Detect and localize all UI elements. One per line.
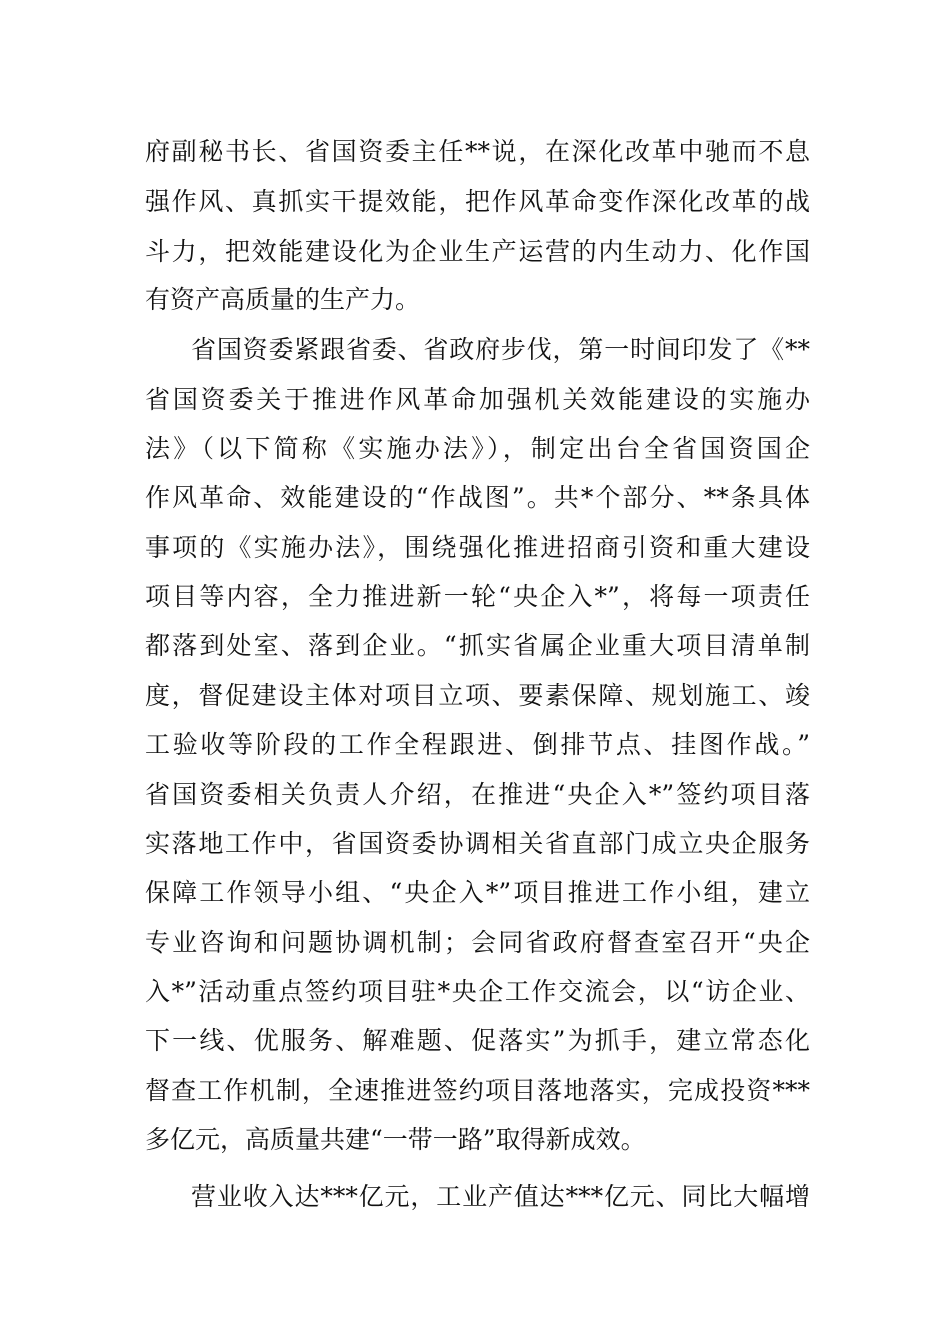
text-line: 下一线、优服务、解难题、促落实”为抓手，建立常态化: [145, 1026, 810, 1055]
text-line: 督查工作机制，全速推进签约项目落地落实，完成投资***: [145, 1076, 810, 1105]
text-line: 专业咨询和问题协调机制；会同省政府督查室召开“央企: [145, 928, 810, 957]
text-line: 实落地工作中，省国资委协调相关省直部门成立央企服务: [145, 829, 810, 858]
text-line: 工验收等阶段的工作全程跟进、倒排节点、挂图作战。”: [145, 730, 810, 759]
text-line: 都落到处室、落到企业。“抓实省属企业重大项目清单制: [145, 631, 810, 660]
text-line: 作风革命、效能建设的“作战图”。共*个部分、**条具体: [145, 483, 810, 512]
text-line: 省国资委相关负责人介绍，在推进“央企入*”签约项目落: [145, 780, 810, 809]
text-line: 府副秘书长、省国资委主任**说，在深化改革中驰而不息: [145, 137, 810, 166]
paragraph-first-line: 营业收入达***亿元，工业产值达***亿元、同比大幅增: [191, 1182, 810, 1211]
text-line: 入*”活动重点签约项目驻*央企工作交流会，以“访企业、: [145, 977, 810, 1006]
text-line: 强作风、真抓实干提效能，把作风革命变作深化改革的战: [145, 187, 810, 216]
text-line: 度，督促建设主体对项目立项、要素保障、规划施工、竣: [145, 681, 810, 710]
text-line: 斗力，把效能建设化为企业生产运营的内生动力、化作国: [145, 237, 810, 266]
text-line: 项目等内容，全力推进新一轮“央企入*”，将每一项责任: [145, 582, 810, 611]
paragraph-first-line: 省国资委紧跟省委、省政府步伐，第一时间印发了《**: [191, 335, 810, 364]
text-line: 事项的《实施办法》，围绕强化推进招商引资和重大建设: [145, 533, 810, 562]
text-line: 法》（以下简称《实施办法》），制定出台全省国资国企: [145, 434, 810, 463]
text-line: 多亿元，高质量共建“一带一路”取得新成效。: [145, 1125, 646, 1154]
text-line: 有资产高质量的生产力。: [145, 285, 421, 314]
text-line: 保障工作领导小组、“央企入*”项目推进工作小组，建立: [145, 878, 810, 907]
text-line: 省国资委关于推进作风革命加强机关效能建设的实施办: [145, 385, 810, 414]
